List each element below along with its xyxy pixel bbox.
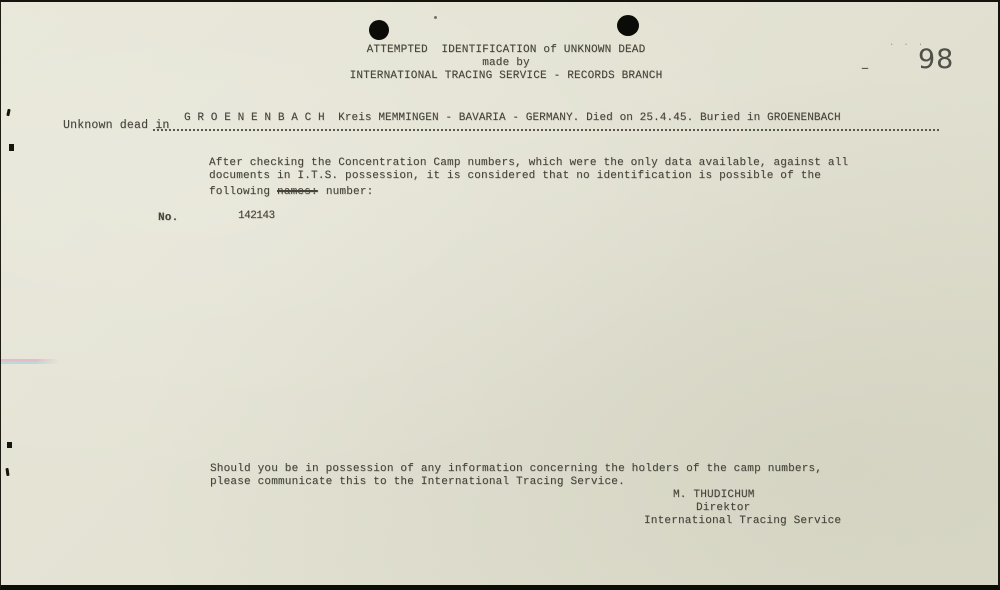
header-made-by-line: made by [482, 57, 530, 69]
body-paragraph-line [209, 186, 373, 199]
paper-speck [434, 16, 437, 19]
body-paragraph-line: After checking the Concentration Camp numbers, which were the only data available, against all [209, 157, 849, 169]
scan-artifact [5, 468, 9, 476]
closing-paragraph-line: Should you be in possession of any information concerning the holders of the camp numbers, [210, 463, 823, 475]
typed-correction-word: number: [325, 186, 374, 198]
hole-punch-icon [617, 15, 639, 36]
closing-paragraph-line: please communicate this to the International Tracing Service. [210, 476, 625, 488]
signatory-organization: International Tracing Service [644, 515, 842, 527]
body-line3-prefix: following [209, 186, 278, 198]
color-streak-artifact [1, 359, 59, 364]
struck-out-word: names: [277, 186, 318, 198]
scan-artifact [9, 144, 14, 151]
scan-artifact [7, 442, 12, 448]
hole-punch-icon [369, 20, 389, 40]
signatory-title: Direktor [696, 502, 751, 514]
pencil-specks: ··· [889, 40, 933, 50]
number-label: No. [158, 212, 179, 224]
camp-number-value: 142143 [238, 210, 275, 222]
document-header [331, 44, 681, 83]
header-title-line: ATTEMPTED IDENTIFICATION of UNKNOWN DEAD [366, 44, 646, 56]
page-dash-mark: – [861, 58, 869, 77]
page-number: 98 [918, 44, 955, 75]
header-org-line: INTERNATIONAL TRACING SERVICE - RECORDS BRANCH [349, 70, 663, 82]
signatory-name: M. THUDICHUM [673, 489, 755, 501]
subject-location-value: G R O E N E N B A C H Kreis MEMMINGEN - BAVARIA - GERMANY. Died on 25.4.45. Buried in GROENENBACH [184, 112, 841, 124]
scan-artifact [6, 109, 10, 116]
subject-label: Unknown dead in [63, 119, 170, 132]
body-paragraph-line: documents in I.T.S. possession, it is considered that no identification is possible of the [209, 170, 822, 182]
